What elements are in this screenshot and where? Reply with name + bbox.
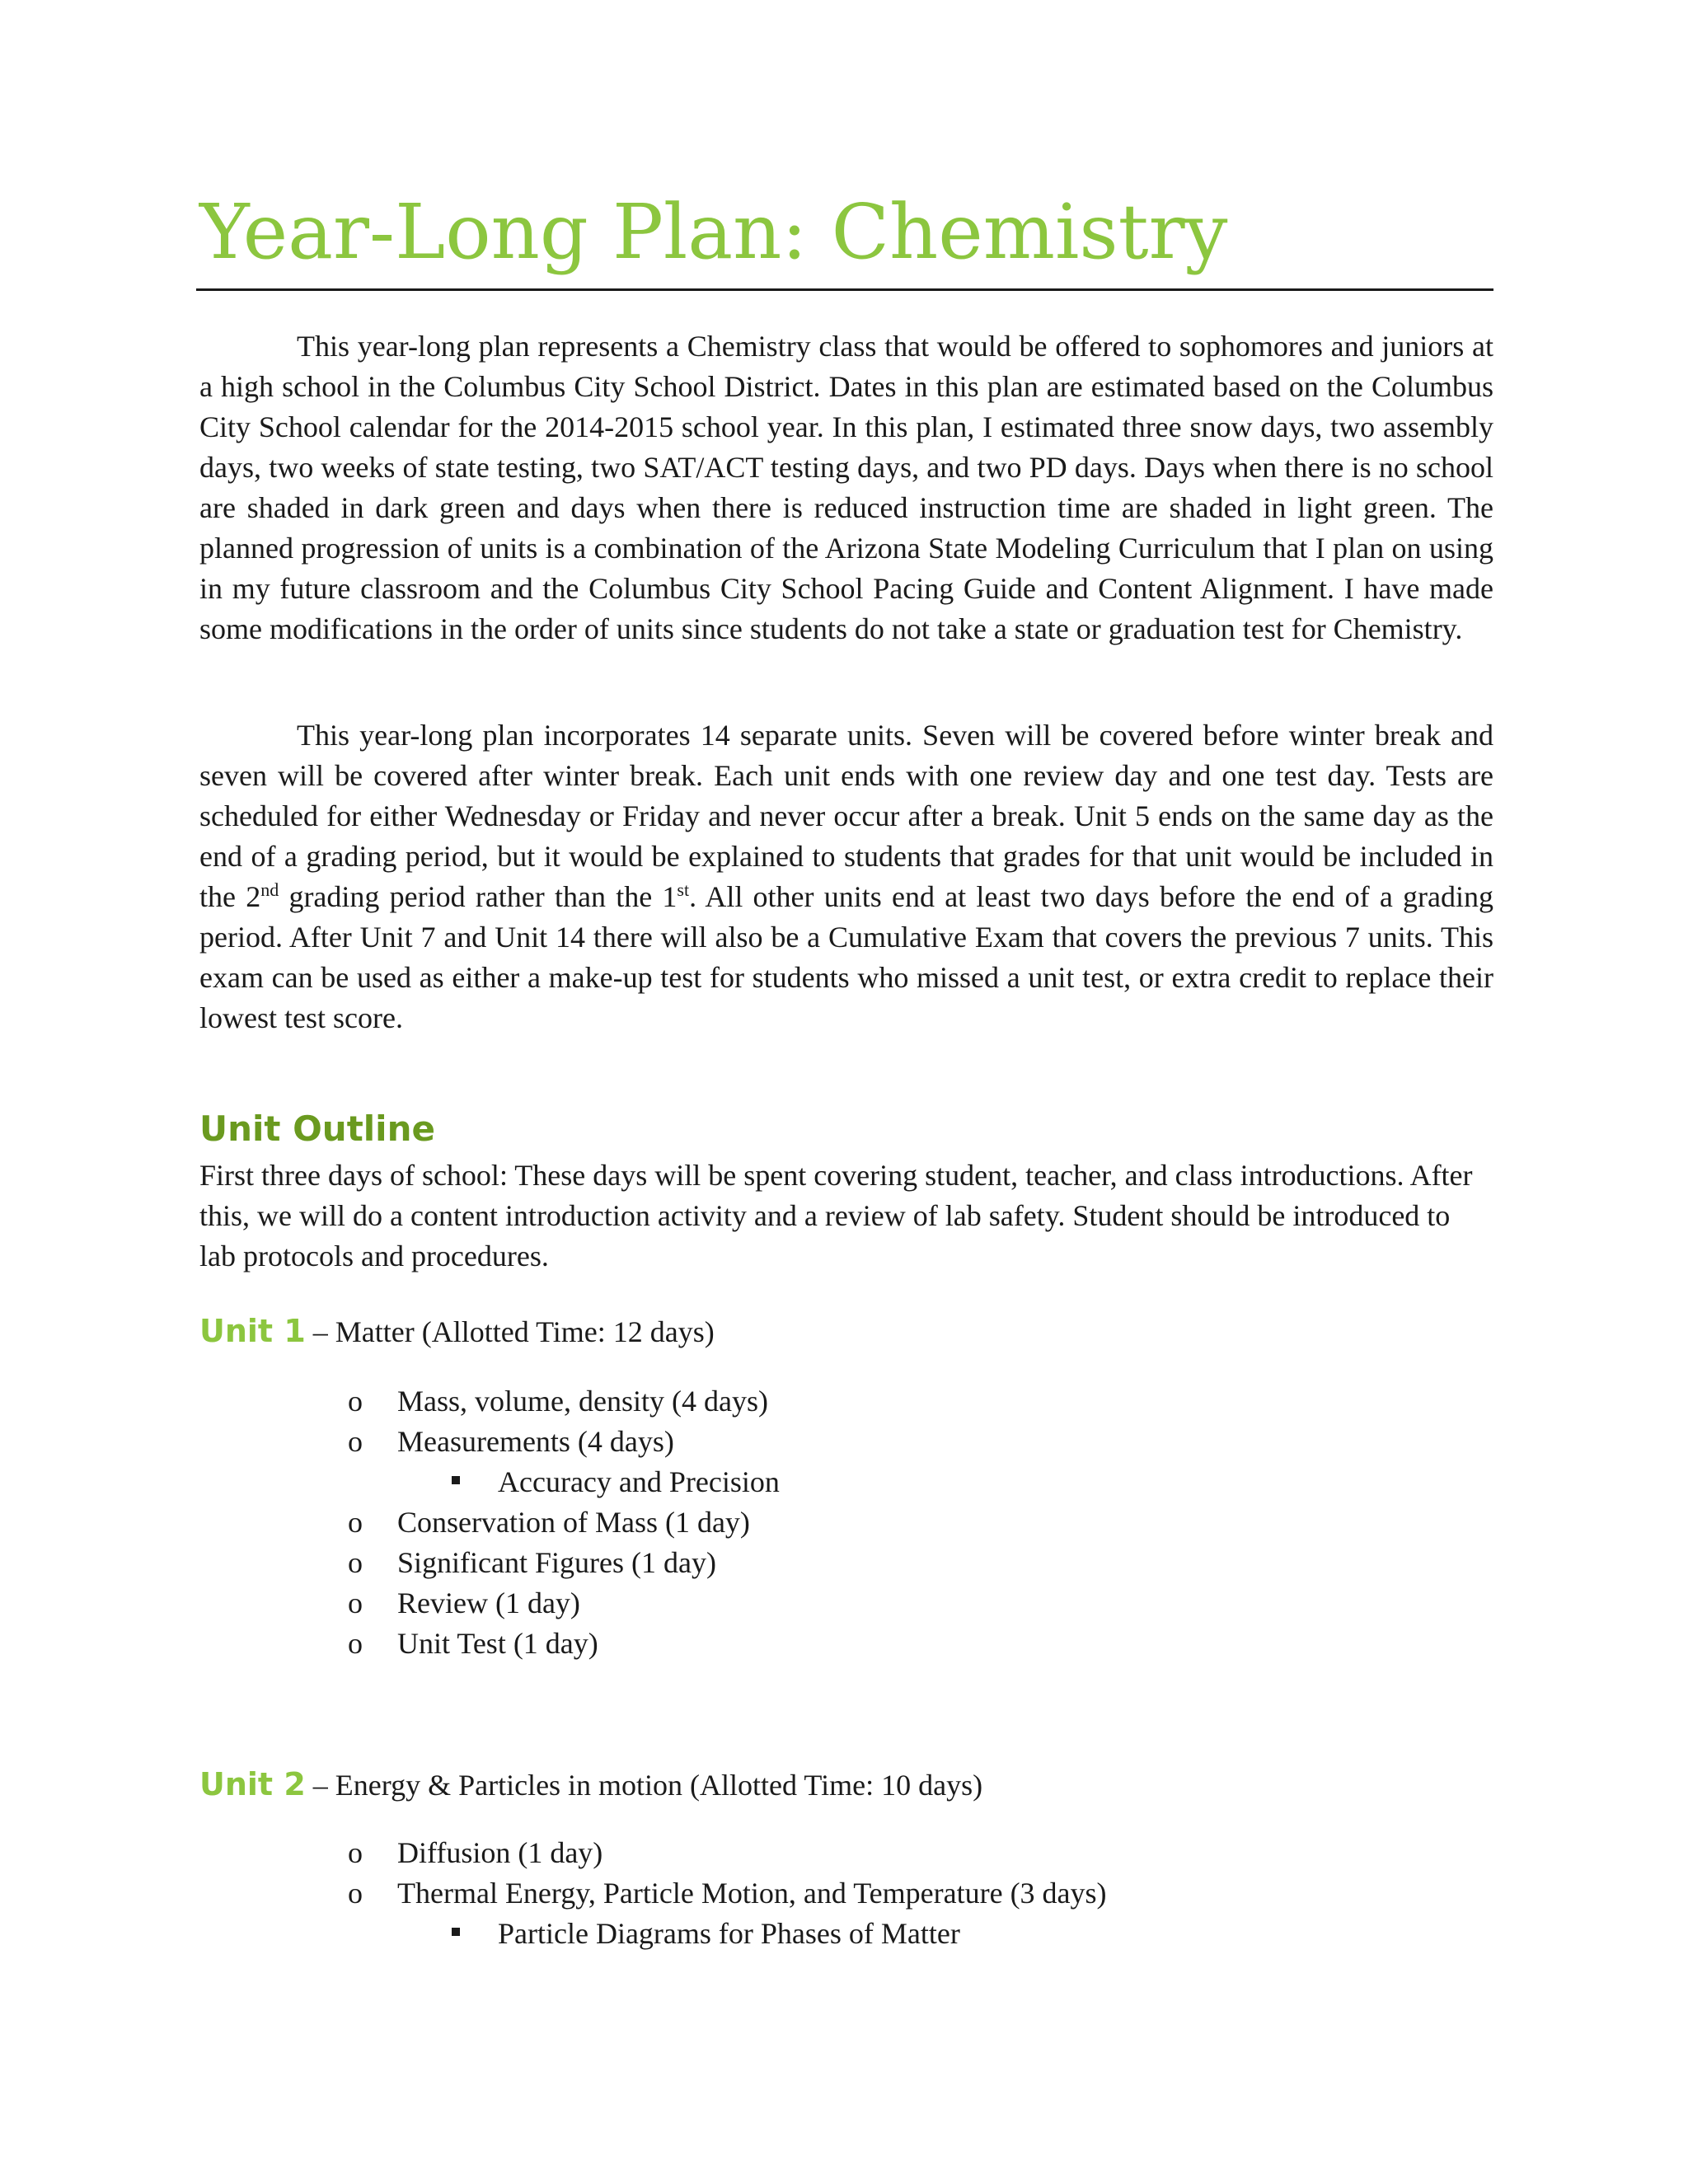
- hollow-bullet-icon: o: [348, 1877, 363, 1910]
- list-item-text: Review (1 day): [397, 1586, 580, 1619]
- list-item-sub: [199, 1914, 1493, 1954]
- paragraph-2-text-b: grading period rather than the 1: [279, 880, 678, 913]
- superscript-st: st: [677, 879, 690, 900]
- list-item: [199, 1543, 1493, 1583]
- title-divider: [196, 288, 1493, 291]
- hollow-bullet-icon: o: [348, 1546, 363, 1579]
- list-item-text: Diffusion (1 day): [397, 1836, 603, 1869]
- hollow-bullet-icon: o: [348, 1425, 363, 1458]
- list-item: [199, 1833, 1493, 1873]
- page-title: Year-Long Plan: Chemistry: [199, 188, 1228, 276]
- list-item: [199, 1502, 1493, 1543]
- hollow-bullet-icon: o: [348, 1836, 363, 1869]
- superscript-nd: nd: [260, 879, 279, 900]
- list-item-text: Measurements (4 days): [397, 1425, 674, 1458]
- list-item-text: Thermal Energy, Particle Motion, and Temperature (3 days): [397, 1877, 1107, 1910]
- unit-2-label: Unit 2: [199, 1766, 306, 1802]
- unit-2-title: – Energy & Particles in motion (Allotted Time: 10 days): [305, 1769, 983, 1802]
- square-bullet-icon: [452, 1476, 460, 1484]
- unit-1-topic-list: [199, 1381, 1493, 1664]
- unit-2-topic-list: [199, 1833, 1493, 1954]
- list-item: [199, 1381, 1493, 1422]
- section-heading-unit-outline: Unit Outline: [199, 1108, 435, 1149]
- list-item: [199, 1624, 1493, 1664]
- list-item: [199, 1422, 1493, 1462]
- unit-1-heading: [199, 1313, 715, 1349]
- hollow-bullet-icon: o: [348, 1385, 363, 1418]
- hollow-bullet-icon: o: [348, 1506, 363, 1539]
- list-item-text: Conservation of Mass (1 day): [397, 1506, 750, 1539]
- hollow-bullet-icon: o: [348, 1627, 363, 1660]
- list-item-text: Unit Test (1 day): [397, 1627, 598, 1660]
- list-item: [199, 1873, 1493, 1914]
- list-item-text: Significant Figures (1 day): [397, 1546, 716, 1579]
- first-days-paragraph: First three days of school: These days will be spent covering student, teacher, and class introductions. After this, we will do a content introduction activity and a review of lab safety. Student should be introduced to lab protocols and procedures.: [199, 1159, 1473, 1272]
- unit-1-title: – Matter (Allotted Time: 12 days): [305, 1315, 715, 1348]
- hollow-bullet-icon: o: [348, 1586, 363, 1619]
- list-item-text: Mass, volume, density (4 days): [397, 1385, 768, 1418]
- paragraph-2-text-c: . All other units end at least two days before the end of a grading period. After Unit 7 and Unit 14 there will also be a Cumulative Exam that covers the previous 7 units. This exam can be used as either a make-up test for students who missed a unit test, or extra credit to replace their lowest test score.: [199, 880, 1493, 1034]
- list-item: [199, 1583, 1493, 1624]
- unit-1-label: Unit 1: [199, 1313, 306, 1349]
- unit-2-heading: [199, 1766, 982, 1802]
- list-item-sub: [199, 1462, 1493, 1502]
- square-bullet-icon: [452, 1928, 460, 1936]
- list-item-text: Particle Diagrams for Phases of Matter: [498, 1917, 960, 1950]
- paragraph-2-text-a: This year-long plan incorporates 14 separate units. Seven will be covered before winter break and seven will be covered after winter break. Each unit ends with one review day and one test day. Tests are scheduled for either Wednesday or Friday and never occur after a break. Unit 5 ends on the same day as the end of a grading period, but it would be explained to students that grades for that unit would be included in the 2: [199, 719, 1493, 913]
- list-item-text: Accuracy and Precision: [498, 1465, 780, 1498]
- intro-paragraph-2: [199, 715, 1493, 1038]
- intro-paragraph-1: This year-long plan represents a Chemistry class that would be offered to sophomores and juniors at a high school in the Columbus City School District. Dates in this plan are estimated based on the Columbus City School calendar for the 2014-2015 school year. In this plan, I estimated three snow days, two assembly days, two weeks of state testing, two SAT/ACT testing days, and two PD days. Days when there is no school are shaded in dark green and days when there is reduced instruction time are shaded in light green. The planned progression of units is a combination of the Arizona State Modeling Curriculum that I plan on using in my future classroom and the Columbus City School Pacing Guide and Content Alignment. I have made some modifications in the order of units since students do not take a state or graduation test for Chemistry.: [199, 330, 1493, 645]
